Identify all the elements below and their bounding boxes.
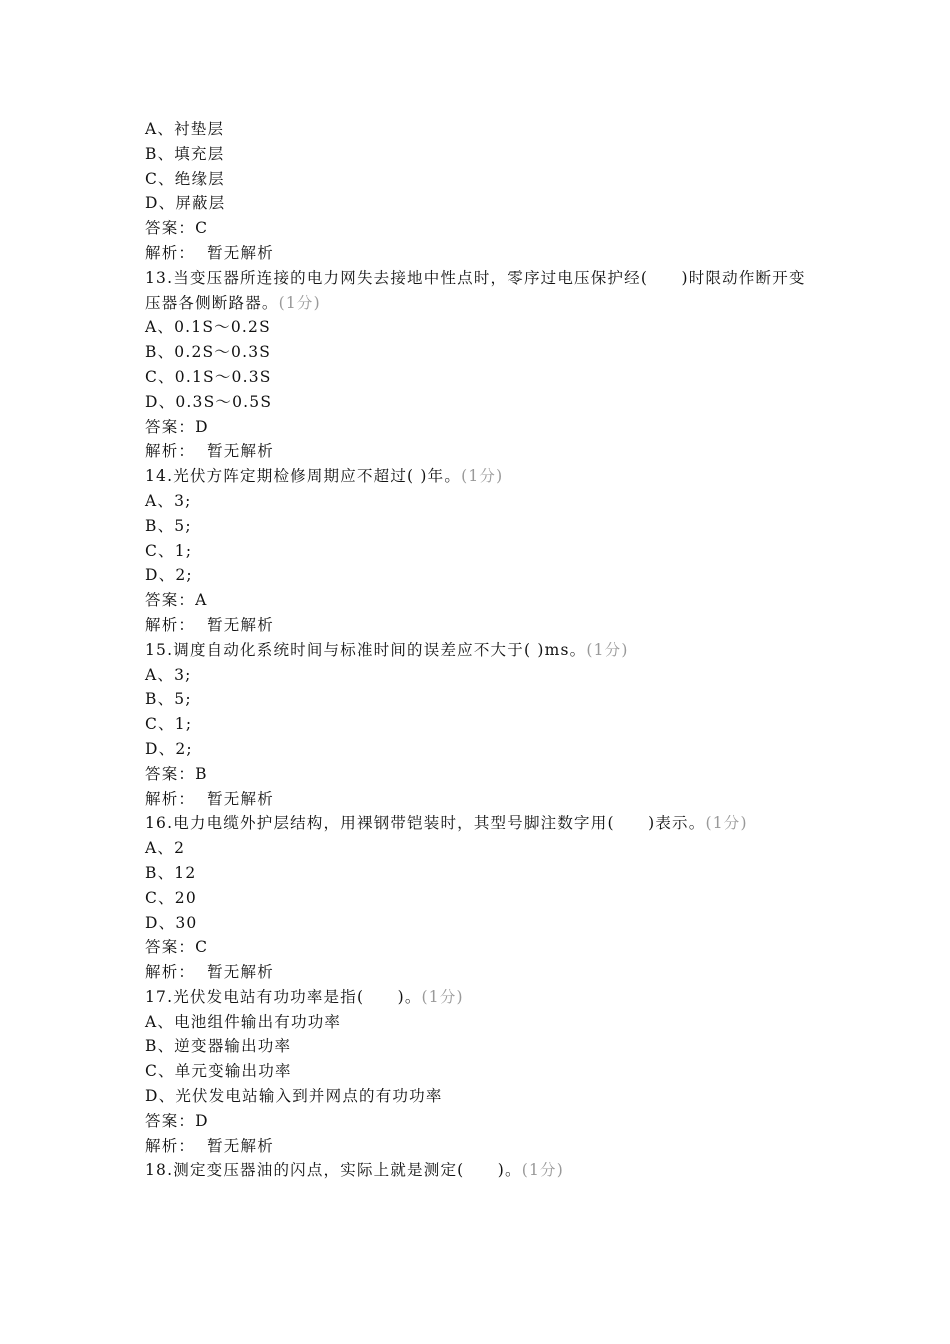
question-text: 16.电力电缆外护层结构，用裸钢带铠装时，其型号脚注数字用( )表示。 [145, 814, 706, 833]
option-b: B、5; [145, 516, 192, 535]
analysis-label: 解析： [145, 243, 196, 262]
question-score: (1分) [278, 293, 321, 312]
option-a: A、3; [145, 665, 192, 684]
question-score: (1分) [461, 467, 504, 486]
question-17 [145, 985, 810, 1159]
option-d: D、屏蔽层 [145, 194, 226, 213]
analysis [145, 1134, 810, 1159]
question-stem [145, 266, 810, 316]
analysis [145, 787, 810, 812]
option-c: C、0.1S～0.3S [145, 367, 272, 386]
analysis [145, 439, 810, 464]
analysis-text: 暂无解析 [207, 1136, 274, 1155]
question-score: (1分) [521, 1161, 565, 1180]
question-14 [145, 464, 810, 638]
option-b: B、12 [145, 863, 197, 882]
option-d: D、2; [145, 739, 193, 758]
option-b: B、填充层 [145, 144, 225, 163]
option-d: D、0.3S～0.5S [145, 392, 273, 411]
question-stem [145, 464, 810, 489]
question-stem [145, 985, 810, 1010]
option-b: B、5; [145, 690, 192, 709]
answer: 答案：A [145, 591, 208, 610]
question-18 [145, 1158, 810, 1183]
question-score: (1分) [705, 814, 748, 833]
option-c: C、20 [145, 888, 197, 907]
analysis-text: 暂无解析 [207, 789, 274, 808]
question-16 [145, 811, 810, 985]
analysis-label: 解析： [145, 442, 196, 461]
option-a: A、3; [145, 491, 192, 510]
option-a: A、电池组件输出有功功率 [145, 1012, 342, 1031]
answer: 答案：C [145, 938, 209, 957]
question-text: 14.光伏方阵定期检修周期应不超过( )年。 [145, 467, 462, 486]
analysis [145, 241, 810, 266]
option-b: B、0.2S～0.3S [145, 343, 272, 362]
question-text: 18.测定变压器油的闪点，实际上就是测定( )。 [145, 1161, 522, 1180]
question-stem [145, 1158, 810, 1183]
analysis-text: 暂无解析 [207, 963, 274, 982]
answer: 答案：D [145, 1111, 209, 1130]
analysis-text: 暂无解析 [207, 615, 274, 634]
question-stem [145, 638, 810, 663]
option-a: A、衬垫层 [145, 120, 225, 138]
option-c: C、单元变输出功率 [145, 1062, 292, 1081]
answer: 答案：C [145, 219, 209, 238]
analysis-label: 解析： [145, 1136, 196, 1155]
previous-question-tail [145, 117, 810, 266]
question-text: 13.当变压器所连接的电力网失去接地中性点时，零序过电压保护经( )时限动作断开变压器各侧断路器。 [145, 268, 806, 312]
analysis-label: 解析： [145, 789, 196, 808]
option-a: A、2 [145, 839, 186, 858]
question-13 [145, 266, 810, 464]
analysis-label: 解析： [145, 963, 196, 982]
analysis-label: 解析： [145, 615, 196, 634]
answer: 答案：D [145, 417, 209, 436]
analysis [145, 960, 810, 985]
option-c: C、绝缘层 [145, 169, 225, 188]
question-text: 17.光伏发电站有功功率是指( )。 [145, 987, 422, 1006]
option-d: D、光伏发电站输入到并网点的有功功率 [145, 1087, 443, 1106]
analysis [145, 613, 810, 638]
question-15 [145, 638, 810, 812]
option-c: C、1; [145, 541, 193, 560]
option-d: D、2; [145, 566, 193, 585]
option-a: A、0.1S～0.2S [145, 318, 271, 337]
analysis-text: 暂无解析 [207, 442, 274, 461]
answer: 答案：B [145, 764, 208, 783]
document-content [145, 117, 810, 1183]
option-b: B、逆变器输出功率 [145, 1037, 292, 1056]
question-text: 15.调度自动化系统时间与标准时间的误差应不大于( )ms。 [145, 640, 587, 659]
option-c: C、1; [145, 715, 193, 734]
question-stem [145, 811, 810, 836]
option-d: D、30 [145, 913, 198, 932]
analysis-text: 暂无解析 [207, 243, 274, 262]
question-score: (1分) [421, 987, 464, 1006]
question-score: (1分) [586, 640, 629, 659]
